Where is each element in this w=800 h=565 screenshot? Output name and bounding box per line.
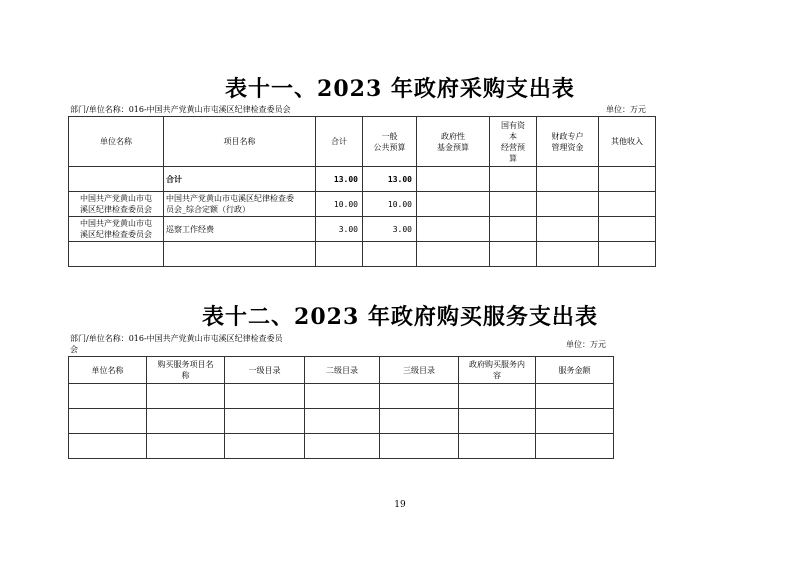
cell-unit-name: 中国共产党黄山市屯 溪区纪律检查委员会: [69, 192, 164, 217]
cell-unit-name: [69, 167, 164, 192]
header-service-content: 政府购买服务内 容: [459, 357, 536, 384]
header-unit-name: 单位名称: [69, 117, 164, 167]
header-level1: 一级目录: [225, 357, 305, 384]
cell-unit-name: 中国共产党黄山市屯 溪区纪律检查委员会: [69, 217, 164, 242]
table11-dept: 部门/单位名称：016-中国共产党黄山市屯溪区纪律检查委员会: [70, 105, 291, 114]
header-fiscal-special: 财政专户 管理资金: [537, 117, 599, 167]
cell-level1: [225, 434, 305, 459]
cell-gov-fund: [417, 242, 490, 267]
cell-project-name: 巡察工作经费: [164, 217, 316, 242]
cell-fiscal-special: [537, 242, 599, 267]
table-row: [69, 167, 656, 192]
header-level3: 三级目录: [380, 357, 459, 384]
header-amount: 服务金额: [536, 357, 614, 384]
cell-unit-name: [69, 242, 164, 267]
header-gov-fund: 政府性 基金预算: [417, 117, 490, 167]
cell-level1: [225, 384, 305, 409]
table-row: [69, 384, 614, 409]
cell-general-budget: [363, 242, 417, 267]
cell-state-capital: [490, 192, 537, 217]
table12-service-purchase: [68, 356, 614, 459]
cell-total: 10.00: [316, 192, 363, 217]
cell-project-name: [164, 242, 316, 267]
table12-header-row: [69, 357, 614, 384]
cell-unit-name: [69, 384, 147, 409]
cell-service-project: [147, 409, 225, 434]
cell-unit-name: [69, 409, 147, 434]
cell-general-budget: 10.00: [363, 192, 417, 217]
table12-dept: 部门/单位名称：016-中国共产党黄山市屯溪区纪律检查委员 会: [70, 334, 283, 354]
cell-service-content: [459, 409, 536, 434]
cell-gov-fund: [417, 167, 490, 192]
cell-other-income: [599, 167, 656, 192]
table11-procurement: [68, 116, 656, 267]
cell-project-name: 中国共产党黄山市屯溪区纪律检查委 员会_综合定额（行政）: [164, 192, 316, 217]
cell-other-income: [599, 242, 656, 267]
cell-general-budget: 13.00: [363, 167, 417, 192]
table11-title: 表十一、2023 年政府采购支出表: [225, 76, 575, 102]
cell-general-budget: 3.00: [363, 217, 417, 242]
header-state-capital: 国有资 本 经营预 算: [490, 117, 537, 167]
page-number: 19: [394, 500, 406, 510]
cell-state-capital: [490, 242, 537, 267]
cell-level3: [380, 434, 459, 459]
header-level2: 二级目录: [305, 357, 380, 384]
cell-other-income: [599, 192, 656, 217]
cell-level3: [380, 384, 459, 409]
cell-level3: [380, 409, 459, 434]
cell-project-name: 合计: [164, 167, 316, 192]
cell-amount: [536, 409, 614, 434]
header-unit-name: 单位名称: [69, 357, 147, 384]
cell-fiscal-special: [537, 217, 599, 242]
header-total: 合计: [316, 117, 363, 167]
cell-amount: [536, 384, 614, 409]
cell-total: [316, 242, 363, 267]
cell-service-content: [459, 384, 536, 409]
cell-service-project: [147, 434, 225, 459]
header-other-income: 其他收入: [599, 117, 656, 167]
cell-level2: [305, 434, 380, 459]
cell-amount: [536, 434, 614, 459]
table12-unit: 单位：万元: [566, 340, 606, 349]
table-row: [69, 409, 614, 434]
cell-unit-name: [69, 434, 147, 459]
cell-gov-fund: [417, 192, 490, 217]
cell-service-project: [147, 384, 225, 409]
cell-other-income: [599, 217, 656, 242]
header-project-name: 项目名称: [164, 117, 316, 167]
cell-level1: [225, 409, 305, 434]
cell-service-content: [459, 434, 536, 459]
table11-unit: 单位：万元: [606, 105, 646, 114]
table12-title: 表十二、2023 年政府购买服务支出表: [202, 304, 598, 330]
cell-gov-fund: [417, 217, 490, 242]
table-row: [69, 242, 656, 267]
cell-level2: [305, 409, 380, 434]
cell-total: 3.00: [316, 217, 363, 242]
cell-state-capital: [490, 167, 537, 192]
header-service-project: 购买服务项目名 称: [147, 357, 225, 384]
cell-fiscal-special: [537, 167, 599, 192]
table11-header-row: [69, 117, 656, 167]
table-row: [69, 192, 656, 217]
header-general-budget: 一般 公共预算: [363, 117, 417, 167]
table-row: [69, 217, 656, 242]
table-row: [69, 434, 614, 459]
cell-state-capital: [490, 217, 537, 242]
cell-level2: [305, 384, 380, 409]
cell-fiscal-special: [537, 192, 599, 217]
cell-total: 13.00: [316, 167, 363, 192]
